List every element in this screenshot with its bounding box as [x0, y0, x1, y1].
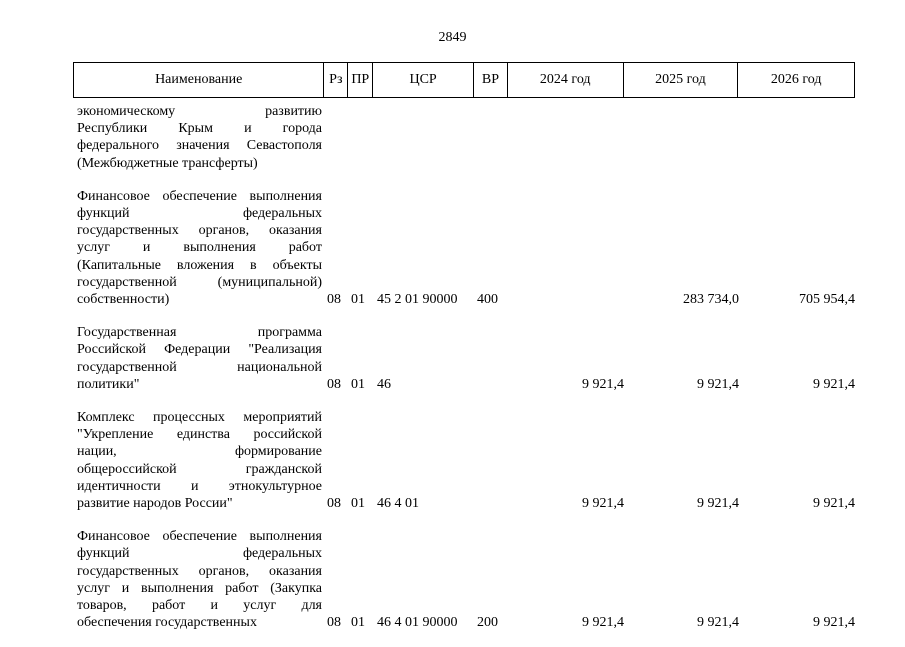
row-name-line: собственности) [77, 292, 170, 308]
row-name-line: государственных органов, оказания [77, 563, 322, 579]
cell-rz: 08 [327, 615, 341, 631]
cell-csr: 46 [377, 376, 391, 392]
row-name-line: государственной национальной [77, 359, 322, 375]
header-csr: ЦСР [373, 63, 474, 97]
table-row [77, 409, 857, 512]
row-name-line: (Капитальные вложения в объекты [77, 257, 322, 273]
table-row [77, 103, 857, 172]
row-name-line: политики" [77, 376, 140, 392]
header-pr: ПР [348, 63, 373, 97]
row-name-line: Финансовое обеспечение выполнения [77, 188, 322, 204]
table-header [73, 62, 855, 98]
row-name-line: Финансовое обеспечение выполнения [77, 529, 322, 545]
cell-csr: 45 2 01 90000 [377, 292, 458, 308]
row-name-line: общероссийской гражданской [77, 461, 322, 477]
table-body [77, 103, 857, 647]
row-name-line: "Укрепление единства российской [77, 427, 322, 443]
cell-2024: 9 921,4 [582, 615, 624, 631]
row-name-line: функций федеральных [77, 206, 322, 222]
row-name-line: функций федеральных [77, 546, 322, 562]
row-name-line: товаров, работ и услуг для [77, 598, 322, 614]
row-name-line: федерального значения Севастополя [77, 138, 322, 154]
cell-vr: 200 [477, 615, 498, 631]
cell-2025: 9 921,4 [697, 496, 739, 512]
row-name-line: услуг и выполнения работ (Закупка [77, 580, 322, 596]
table-row [77, 188, 857, 308]
cell-2026: 9 921,4 [813, 615, 855, 631]
row-name-line: Российской Федерации "Реализация [77, 342, 322, 358]
header-name: Наименование [74, 63, 324, 97]
row-name-line: экономическому развитию [77, 104, 322, 119]
cell-rz: 08 [327, 292, 341, 308]
header-rz: Рз [324, 63, 348, 97]
cell-2025: 9 921,4 [697, 376, 739, 392]
header-year-2025: 2025 год [624, 63, 739, 97]
cell-pr: 01 [351, 496, 365, 512]
row-name-line: развитие народов России" [77, 496, 233, 512]
cell-2026: 9 921,4 [813, 496, 855, 512]
row-name-line: Комплекс процессных мероприятий [77, 410, 322, 426]
cell-pr: 01 [351, 615, 365, 631]
table-row [77, 324, 857, 393]
cell-2026: 9 921,4 [813, 376, 855, 392]
cell-2026: 705 954,4 [799, 292, 855, 308]
header-vr: ВР [474, 63, 508, 97]
row-name-line: Государственная программа [77, 325, 322, 341]
row-values [77, 614, 857, 631]
cell-csr: 46 4 01 [377, 496, 419, 512]
row-name-line: государственной (муниципальной) [77, 274, 322, 290]
cell-rz: 08 [327, 496, 341, 512]
row-values [77, 376, 857, 393]
row-name-line: обеспечения государственных [77, 615, 257, 631]
row-name-line: услуг и выполнения работ [77, 240, 322, 256]
cell-pr: 01 [351, 292, 365, 308]
row-name-line: Республики Крым и города [77, 121, 322, 137]
row-name-line: (Межбюджетные трансферты) [77, 155, 258, 171]
cell-pr: 01 [351, 376, 365, 392]
cell-csr: 46 4 01 90000 [377, 615, 458, 631]
cell-rz: 08 [327, 376, 341, 392]
header-year-2026: 2026 год [770, 72, 822, 87]
row-name-line: государственных органов, оказания [77, 223, 322, 239]
cell-vr: 400 [477, 292, 498, 308]
row-values [77, 291, 857, 308]
cell-2024: 9 921,4 [582, 496, 624, 512]
table-row [77, 528, 857, 631]
cell-2025: 283 734,0 [683, 292, 739, 308]
row-name-line: идентичности и этнокультурное [77, 478, 322, 494]
cell-2024: 9 921,4 [582, 376, 624, 392]
row-name-line: нации, формирование [77, 444, 322, 460]
page-number: 2849 [438, 30, 467, 45]
cell-2025: 9 921,4 [697, 615, 739, 631]
row-values [77, 495, 857, 512]
row-values [77, 155, 857, 172]
header-year-2024: 2024 год [508, 63, 624, 97]
